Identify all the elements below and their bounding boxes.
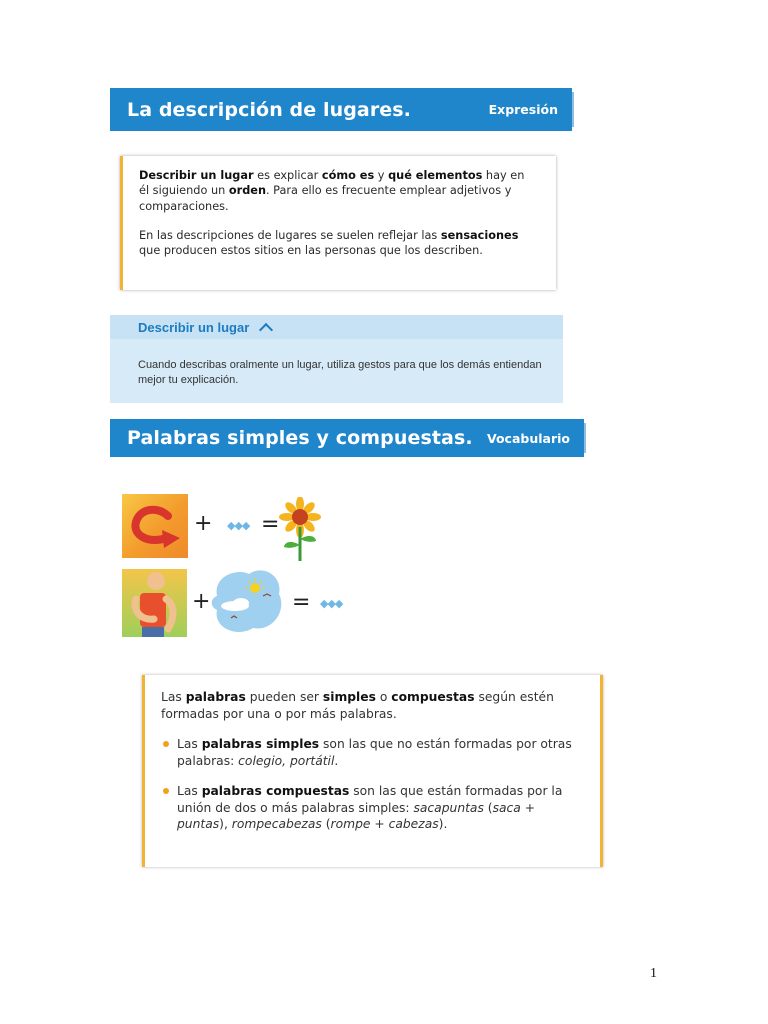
plus-sign: + — [192, 589, 211, 614]
blank-placeholder: ◆◆◆ — [227, 519, 250, 532]
section-tag: Vocabulario — [486, 430, 570, 446]
chevron-up-icon[interactable] — [259, 322, 273, 336]
tip-panel-header[interactable] — [110, 315, 563, 339]
tip-panel-title: Describir un lugar — [138, 319, 250, 335]
equals-sign: = — [261, 512, 280, 537]
bullet-compound-words: Las palabras compuestas son las que están formadas por la unión de dos o más palabras simples: sacapuntas (saca + puntas), rompecabezas (rompe + cabezas). — [161, 783, 584, 833]
equals-sign: = — [292, 590, 311, 615]
section-title: La descripción de lugares. — [127, 98, 412, 121]
boy-scratching-icon — [122, 569, 187, 637]
turn-arrow-image — [122, 494, 188, 558]
tip-panel — [110, 315, 563, 403]
section-tag: Expresión — [488, 102, 558, 117]
definition-box — [120, 156, 556, 290]
word-types-intro: Las palabras pueden ser simples o compuestas según estén formadas por una o por más palabras. — [161, 690, 554, 721]
page-number: 1 — [650, 966, 657, 981]
section-header-vocabulario — [110, 419, 584, 457]
word-types-box — [142, 675, 603, 867]
sky-cloud-icon — [207, 566, 287, 638]
section-header-expresion — [110, 88, 572, 131]
curved-arrow-icon — [122, 494, 188, 558]
plus-sign: + — [194, 511, 213, 536]
sunflower-icon — [276, 497, 324, 563]
bullet-simple-words: Las palabras simples son las que no están formadas por otras palabras: colegio, portátil. — [161, 736, 584, 769]
scratching-boy-image — [122, 569, 187, 637]
tip-panel-body: Cuando describas oralmente un lugar, utiliza gestos para que los demás entiendan mejor tu explicación. — [138, 359, 542, 386]
blank-placeholder: ◆◆◆ — [320, 597, 343, 610]
section-title: Palabras simples y compuestas. — [127, 427, 473, 449]
definition-paragraph-1: Describir un lugar es explicar cómo es y qué elementos hay en él siguiendo un orden. Para ello es frecuente emplear adjetivos y comparaciones. — [139, 169, 525, 213]
definition-paragraph-2: En las descripciones de lugares se suelen reflejar las sensaciones que producen estos sitios en las personas que los describen. — [139, 228, 519, 258]
